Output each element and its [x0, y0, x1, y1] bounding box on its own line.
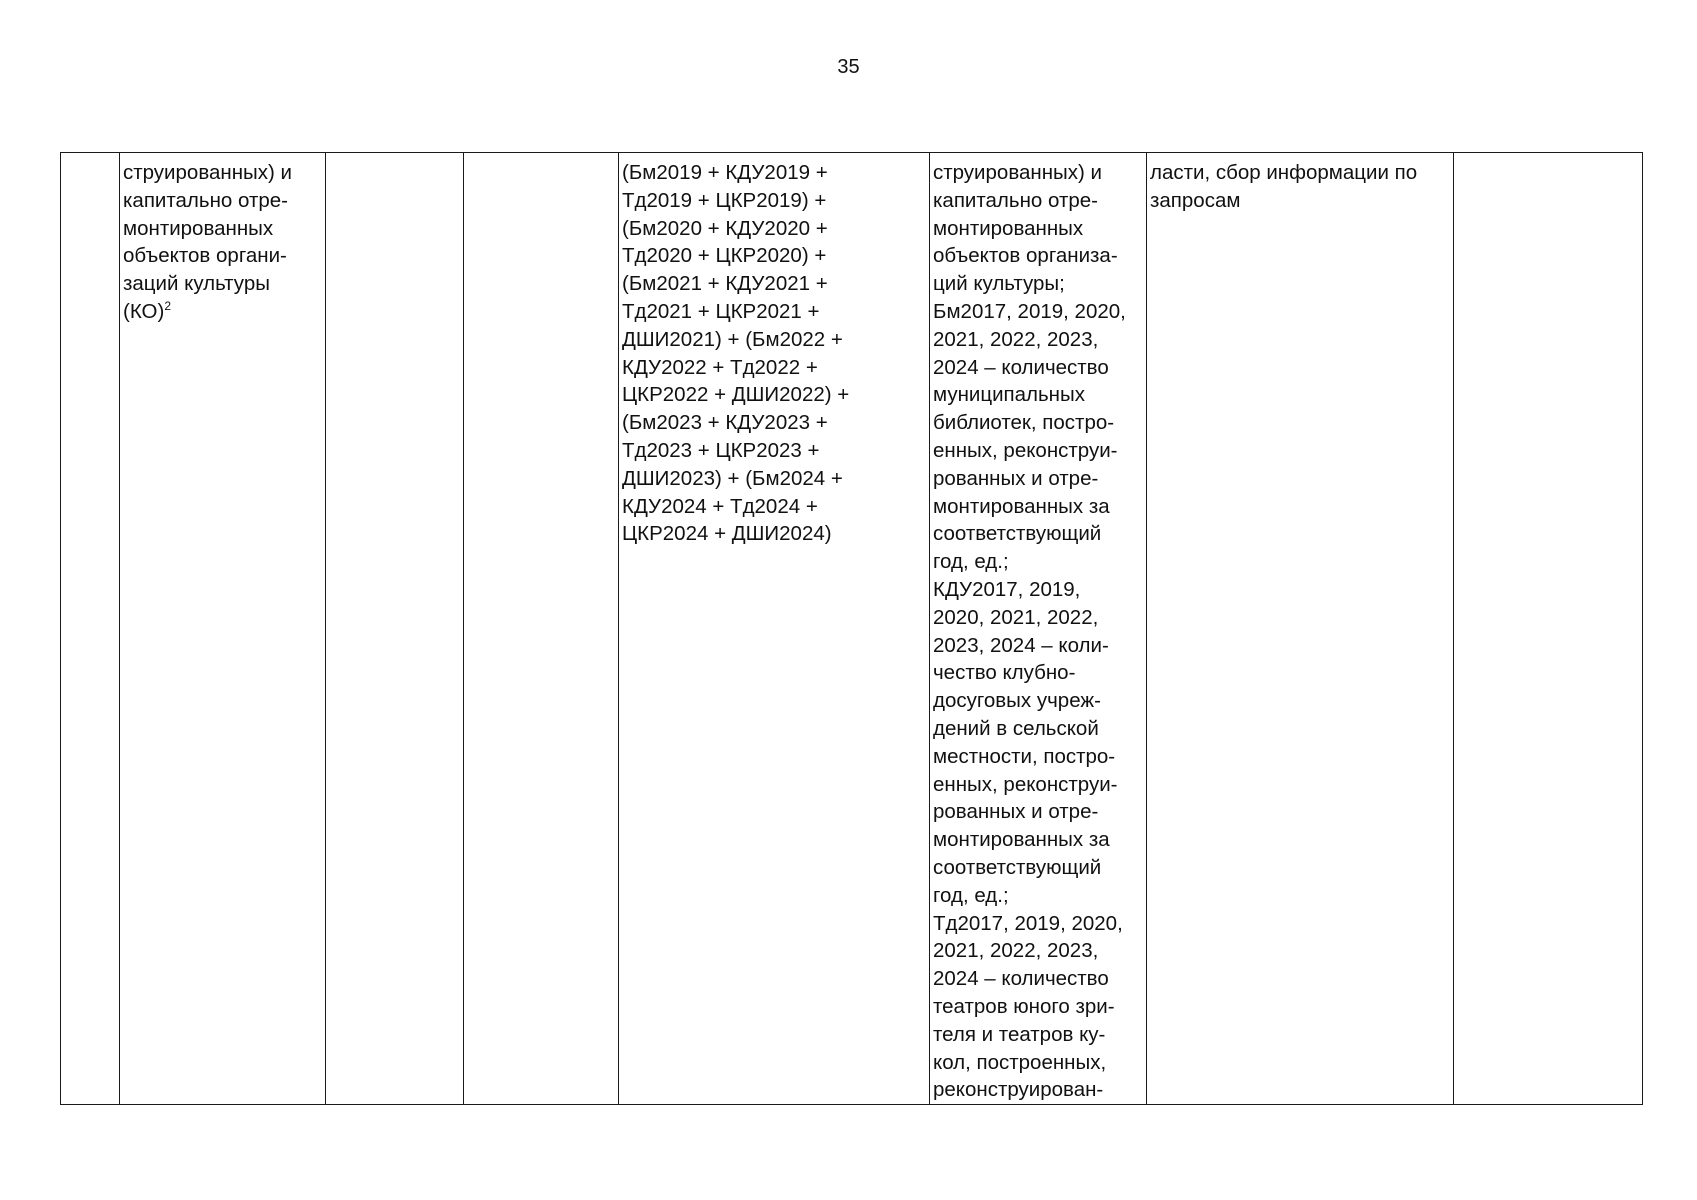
definitions-text: струированных) и капитально отре- монтированных объектов организа- ций культуры; Бм2017, 2019, 2020, 2021, 2022, 2023, 2024 – количество муниципальных библиотек, постро- енных, реконструи- рованных и отре- монтированных за соответствующий год, ед.; КДУ2017, 2019, 2020, 2021, 2022, 2023, 2024 – коли- чество клубно- досуговых учреж- дений в сельской местности, постро- енных, реконструи- рованных и отре- монтированных за соответствующий год, ед.; Тд2017, 2019, 2020, 2021, 2022, 2023, 2024 – количество театров юного зри- теля и театров ку- кол, построенных, реконструирован- [933, 161, 1126, 1102]
cell-responsible [1454, 153, 1643, 1105]
cell-base-value [464, 153, 619, 1105]
cell-indicator-name [120, 153, 326, 1105]
indicator-code: (КО) [123, 299, 165, 323]
formula-text: (Бм2019 + КДУ2019 + Тд2019 + ЦКР2019) + (Бм2020 + КДУ2020 + Тд2020 + ЦКР2020) + (Бм2021 + КДУ2021 + Тд2021 + ЦКР2021 + ДШИ2021) + (Бм2022 + КДУ2022 + Тд2022 + ЦКР2022 + ДШИ2022) + (Бм2023 + КДУ2023 + Тд2023 + ЦКР2023 + ДШИ2023) + (Бм2024 + КДУ2024 + Тд2024 + ЦКР2024 + ДШИ2024) [622, 161, 850, 546]
table-row [61, 153, 1643, 1105]
indicator-table [60, 152, 1643, 1105]
cell-formula [619, 153, 930, 1105]
cell-definitions [930, 153, 1147, 1105]
page-number: 35 [837, 56, 860, 78]
cell-number [61, 153, 120, 1105]
footnote-marker: 2 [164, 299, 171, 314]
source-text: ласти, сбор информации по запросам [1150, 161, 1418, 212]
indicator-name-text: струированных) и капитально отре- монтированных объектов органи- заций культуры (КО)$^2$ [123, 159, 322, 326]
cell-unit [326, 153, 464, 1105]
indicator-code-line [123, 298, 322, 326]
cell-source [1147, 153, 1454, 1105]
